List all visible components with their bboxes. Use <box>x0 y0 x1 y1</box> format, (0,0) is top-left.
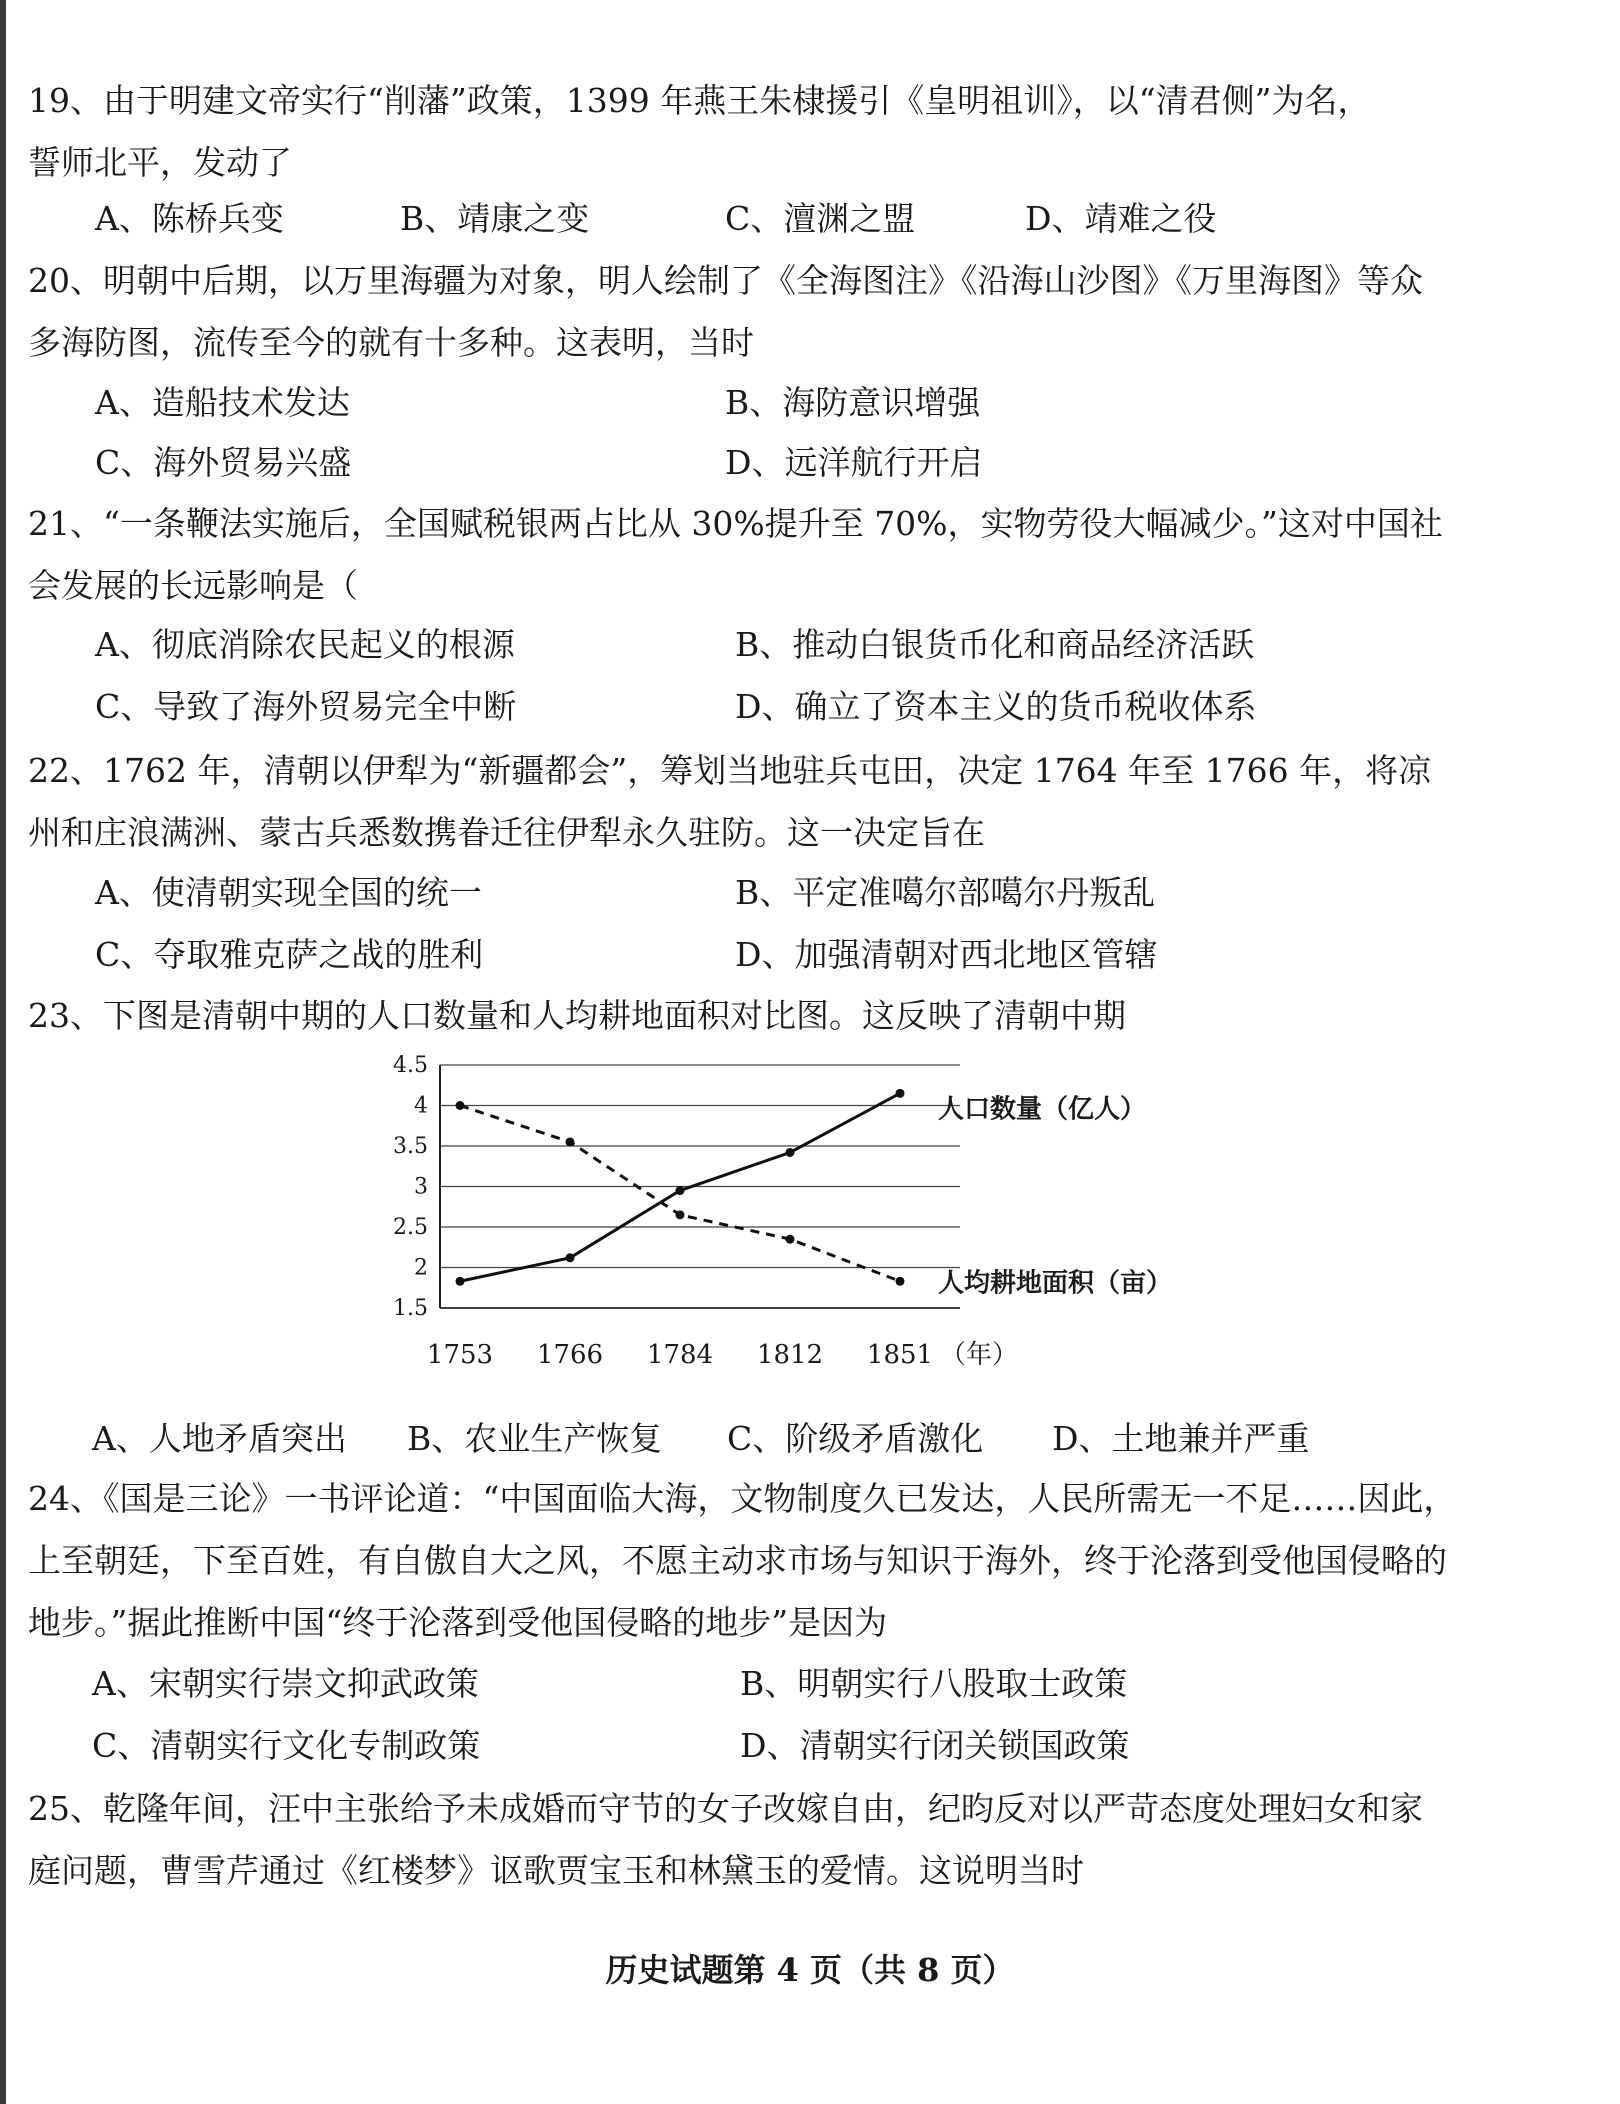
x-tick-label: 1766 <box>536 1340 604 1370</box>
page-footer: 历史试题第 4 页（共 8 页） <box>605 1951 1015 1989</box>
question-25-stem-line1: 25、乾隆年间，汪中主张给予未成婚而守节的女子改嫁自由，纪昀反对以严苛态度处理妇女和家 <box>28 1789 1423 1828</box>
farmland-series-label: 人均耕地面积（亩） <box>938 1268 1160 1299</box>
q20-option-a[interactable]: A、造船技术发达 <box>95 383 350 422</box>
farmland-point <box>786 1235 795 1244</box>
q21-option-c[interactable]: C、导致了海外贸易完全中断 <box>95 687 517 726</box>
question-20 <box>28 250 1458 374</box>
farmland-point <box>896 1277 905 1286</box>
question-24-stem-line3: 地步。”据此推断中国“终于沦落到受他国侵略的地步”是因为 <box>28 1603 888 1642</box>
question-20-stem-line1: 20、明朝中后期，以万里海疆为对象，明人绘制了《全海图注》《沿海山沙图》《万里海图》等众 <box>28 261 1423 300</box>
q24-option-d[interactable]: D、清朝实行闭关锁国政策 <box>740 1726 1130 1765</box>
question-20-stem-line2: 多海防图，流传至今的就有十多种。这表明，当时 <box>28 323 754 362</box>
x-unit-label: （年） <box>940 1340 1019 1370</box>
population-point <box>786 1148 795 1157</box>
population-point <box>456 1277 465 1286</box>
farmland-point <box>566 1137 575 1146</box>
q24-option-b[interactable]: B、明朝实行八股取士政策 <box>740 1664 1128 1703</box>
q23-option-b[interactable]: B、农业生产恢复 <box>407 1419 663 1458</box>
q23-option-d[interactable]: D、土地兼并严重 <box>1052 1419 1310 1458</box>
population-series-label: 人口数量（亿人） <box>938 1094 1147 1125</box>
chart-svg <box>360 1040 1160 1400</box>
farmland-point <box>676 1210 685 1219</box>
y-tick-label: 4 <box>414 1093 428 1119</box>
y-tick-label: 2.5 <box>393 1215 428 1240</box>
y-tick-label: 2 <box>414 1255 428 1281</box>
question-23 <box>28 985 1458 1047</box>
q21-option-d[interactable]: D、确立了资本主义的货币税收体系 <box>735 687 1257 726</box>
question-24-stem-line1: 24、《国是三论》一书评论道：“中国面临大海，文物制度久已发达，人民所需无一不足……因此， <box>28 1479 1457 1518</box>
x-tick-label: 1812 <box>756 1340 824 1370</box>
q19-option-d[interactable]: D、靖难之役 <box>1025 199 1217 238</box>
q23-option-a[interactable]: A、人地矛盾突出 <box>92 1419 347 1458</box>
q19-option-c[interactable]: C、澶渊之盟 <box>725 199 916 238</box>
question-19 <box>28 70 1458 194</box>
y-tick-label: 3 <box>414 1174 428 1200</box>
farmland-point <box>456 1101 465 1110</box>
y-tick-label: 3.5 <box>393 1134 428 1159</box>
question-22-stem-line2: 州和庄浪满洲、蒙古兵悉数携眷迁往伊犁永久驻防。这一决定旨在 <box>28 813 985 852</box>
q20-option-d[interactable]: D、远洋航行开启 <box>725 443 983 482</box>
x-tick-label: 1784 <box>646 1340 714 1370</box>
question-25-stem-line2: 庭问题，曹雪芹通过《红楼梦》讴歌贾宝玉和林黛玉的爱情。这说明当时 <box>28 1851 1084 1890</box>
q22-option-d[interactable]: D、加强清朝对西北地区管辖 <box>735 935 1158 974</box>
population-point <box>896 1089 905 1098</box>
question-19-stem-line2: 誓师北平，发动了 <box>28 143 292 182</box>
population-point <box>566 1253 575 1262</box>
q21-option-a[interactable]: A、彻底消除农民起义的根源 <box>95 625 515 664</box>
question-21 <box>28 493 1458 617</box>
scan-edge <box>0 0 6 2104</box>
x-tick-label: 1851 <box>866 1340 934 1370</box>
q22-option-c[interactable]: C、夺取雅克萨之战的胜利 <box>95 935 484 974</box>
question-21-stem-line2: 会发展的长远影响是（ <box>28 566 358 605</box>
population-farmland-chart <box>360 1040 1160 1400</box>
question-22 <box>28 740 1458 864</box>
q24-option-a[interactable]: A、宋朝实行崇文抑武政策 <box>92 1664 479 1703</box>
y-tick-label: 4.5 <box>393 1053 428 1078</box>
question-23-stem-line1: 23、下图是清朝中期的人口数量和人均耕地面积对比图。这反映了清朝中期 <box>28 996 1126 1035</box>
q20-option-b[interactable]: B、海防意识增强 <box>725 383 981 422</box>
question-24 <box>28 1468 1458 1654</box>
q19-option-b[interactable]: B、靖康之变 <box>400 199 590 238</box>
q24-option-c[interactable]: C、清朝实行文化专制政策 <box>92 1726 481 1765</box>
q22-option-a[interactable]: A、使清朝实现全国的统一 <box>95 873 482 912</box>
question-25 <box>28 1778 1458 1902</box>
population-point <box>676 1186 685 1195</box>
q23-option-c[interactable]: C、阶级矛盾激化 <box>727 1419 984 1458</box>
q22-option-b[interactable]: B、平定准噶尔部噶尔丹叛乱 <box>735 873 1156 912</box>
q19-option-a[interactable]: A、陈桥兵变 <box>95 199 284 238</box>
q21-option-b[interactable]: B、推动白银货币化和商品经济活跃 <box>735 625 1255 664</box>
y-tick-label: 1.5 <box>393 1296 428 1321</box>
question-19-stem-line1: 19、由于明建文帝实行“削藩”政策，1399 年燕王朱棣援引《皇明祖训》，以“清君侧”为名， <box>28 81 1371 120</box>
question-24-stem-line2: 上至朝廷，下至百姓，有自傲自大之风，不愿主动求市场与知识于海外，终于沦落到受他国侵略的 <box>28 1541 1447 1580</box>
question-21-stem-line1: 21、“一条鞭法实施后，全国赋税银两占比从 30%提升至 70%，实物劳役大幅减少。”这对中国社 <box>28 504 1443 543</box>
x-tick-label: 1753 <box>426 1340 494 1370</box>
question-22-stem-line1: 22、1762 年，清朝以伊犁为“新疆都会”，筹划当地驻兵屯田，决定 1764 年至 1766 年，将凉 <box>28 751 1432 790</box>
q20-option-c[interactable]: C、海外贸易兴盛 <box>95 443 352 482</box>
